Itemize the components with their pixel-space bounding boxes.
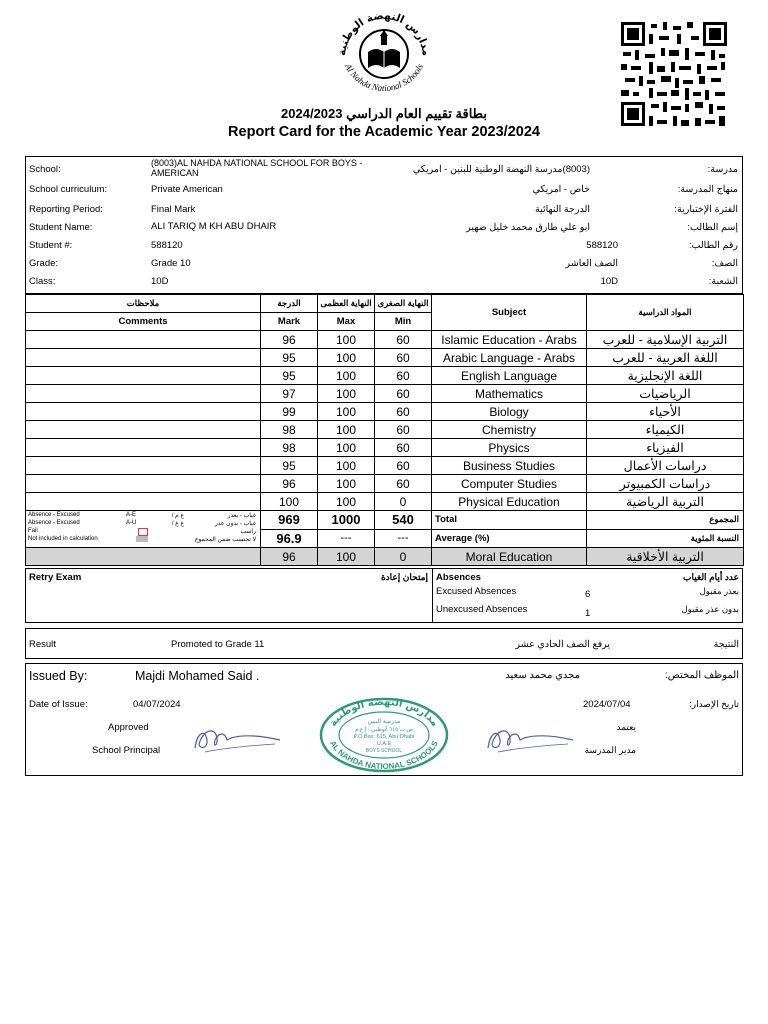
- student-name-value-ar: ابو علي طارق محمد خليل ضهير: [466, 222, 590, 233]
- comments-header: Comments: [26, 313, 261, 331]
- approved-label-ar: يعتمد: [616, 722, 636, 732]
- table-row: 99 100 60 Biology الأحياء: [26, 403, 744, 421]
- school-value-ar: (8003)مدرسة النهضة الوطنية للبنين - امريكي: [412, 164, 590, 175]
- result-box: [25, 628, 743, 659]
- class-label-ar: الشعبة:: [708, 276, 738, 287]
- not-included-swatch: [136, 536, 148, 542]
- excused-absences-label-ar: بعذر مقبول: [699, 586, 739, 596]
- average-max: ---: [318, 529, 375, 548]
- svg-text:U.A.E: U.A.E: [376, 741, 392, 747]
- student-name-value: ALI TARIQ M KH ABU DHAIR: [151, 221, 277, 232]
- period-label: Reporting Period:: [29, 204, 103, 215]
- absences-title-ar: عدد أيام الغياب: [683, 572, 739, 582]
- grade-label-ar: الصف:: [711, 258, 738, 269]
- class-value: 10D: [151, 276, 169, 287]
- subject-header: Subject: [432, 295, 587, 331]
- date-of-issue-label-ar: تاريخ الإصدار:: [689, 699, 739, 709]
- retry-label: Retry Exam: [29, 572, 82, 583]
- approved-label: Approved: [108, 722, 149, 733]
- table-row: 95 100 60 Arabic Language - Arabs اللغة العربية - للعرب: [26, 349, 744, 367]
- unexcused-absences-label-ar: بدون عذر مقبول: [681, 604, 739, 614]
- signature-right: [478, 718, 578, 758]
- total-label: Total: [432, 511, 587, 530]
- grade-value-ar: الصف العاشر: [565, 258, 618, 269]
- title-english: Report Card for the Academic Year 2023/2024: [228, 124, 540, 140]
- grades-table: [25, 294, 744, 566]
- student-number-label-ar: رقم الطالب:: [688, 240, 738, 251]
- absences-title: Absences: [436, 572, 481, 583]
- table-row: 100 100 0 Physical Education التربية الرياضية: [26, 493, 744, 511]
- table-row: 97 100 60 Mathematics الرياضيات: [26, 385, 744, 403]
- subject-header-ar: المواد الدراسية: [587, 295, 744, 331]
- curriculum-value-ar: خاص - امريكي: [532, 184, 590, 195]
- student-number-value: 588120: [151, 240, 183, 251]
- table-row: 98 100 60 Chemistry الكيمياء: [26, 421, 744, 439]
- result-value: Promoted to Grade 11: [171, 639, 265, 650]
- total-mark: 969: [261, 511, 318, 530]
- date-of-issue-value: 04/07/2024: [133, 699, 181, 710]
- moral-row: 96 100 0 Moral Education التربية الأخلاقية: [26, 548, 744, 566]
- result-label-ar: النتيجة: [713, 639, 739, 650]
- issued-by-name-ar: مجدي محمد سعيد: [505, 670, 580, 681]
- table-row: 96 100 60 Islamic Education - Arabs التربية الإسلامية - للعرب: [26, 331, 744, 349]
- min-header: Min: [375, 313, 432, 331]
- average-label-ar: النسبة المئوية: [587, 529, 744, 548]
- excused-absences-label: Excused Absences: [436, 586, 517, 597]
- mark-header: Mark: [261, 313, 318, 331]
- period-value: Final Mark: [151, 204, 196, 215]
- unexcused-absences-value: 1: [585, 608, 591, 619]
- title-arabic: بطاقة تقييم العام الدراسي 2024/2023: [281, 106, 487, 121]
- excused-absences-value: 6: [585, 589, 591, 600]
- student-name-label: Student Name:: [29, 222, 93, 233]
- table-row: 98 100 60 Physics الفيزياء: [26, 439, 744, 457]
- school-label: School:: [29, 164, 61, 175]
- max-header-ar: النهاية العظمى: [318, 295, 375, 313]
- class-value-ar: 10D: [600, 276, 618, 287]
- student-number-value-ar: 588120: [586, 240, 618, 251]
- average-label: Average (%): [432, 529, 587, 548]
- issued-by-label: Issued By:: [29, 669, 88, 683]
- table-row: 96 100 60 Computer Studies دراسات الكمبيوتر: [26, 475, 744, 493]
- date-of-issue-label: Date of Issue:: [29, 699, 88, 710]
- total-label-ar: المجموع: [587, 511, 744, 530]
- issued-by-label-ar: الموظف المختص:: [665, 670, 739, 681]
- school-label-ar: مدرسة:: [707, 164, 738, 175]
- signature-left: [185, 718, 285, 758]
- average-min: ---: [375, 529, 432, 548]
- result-value-ar: يرفع الصف الحادي عشر: [515, 639, 610, 650]
- curriculum-value: Private American: [151, 184, 223, 195]
- result-label: Result: [29, 639, 56, 650]
- principal-label: School Principal: [92, 745, 161, 756]
- total-max: 1000: [318, 511, 375, 530]
- grade-value: Grade 10: [151, 258, 191, 269]
- svg-text:مدارس النهضة الوطنية: مدارس النهضة الوطنية: [327, 697, 441, 729]
- max-header: Max: [318, 313, 375, 331]
- retry-label-ar: إمتحان إعادة: [380, 572, 428, 582]
- total-row: [26, 511, 744, 530]
- svg-text:مدرسة البنين: مدرسة البنين: [367, 719, 401, 725]
- school-stamp: [318, 697, 450, 773]
- student-number-label: Student #:: [29, 240, 73, 251]
- school-logo: [331, 4, 437, 104]
- mark-header-ar: الدرجة: [261, 295, 318, 313]
- table-row: 95 100 60 English Language اللغة الإنجليزية: [26, 367, 744, 385]
- period-label-ar: الفترة الإختبارية:: [674, 204, 738, 215]
- curriculum-label: School curriculum:: [29, 184, 108, 195]
- min-header-ar: النهاية الصغرى: [375, 295, 432, 313]
- average-mark: 96.9: [261, 529, 318, 548]
- issued-by-name: Majdi Mohamed Said .: [135, 669, 260, 683]
- svg-text:BOYS SCHOOL: BOYS SCHOOL: [365, 748, 403, 754]
- date-of-issue-value-ar: 2024/07/04: [583, 699, 631, 710]
- class-label: Class:: [29, 276, 56, 287]
- svg-text:P.O.Box: 615, Abu Dhabi: P.O.Box: 615, Abu Dhabi: [353, 734, 415, 740]
- logo-arabic: مدارس النهضة الوطنية: [335, 9, 433, 57]
- grade-label: Grade:: [29, 258, 59, 269]
- svg-text:ص.ب ٦١٥ أبوظبي - إ.ع.م: ص.ب ٦١٥ أبوظبي - إ.ع.م: [355, 727, 413, 733]
- retry-divider: [432, 568, 433, 623]
- school-value: (8003)AL NAHDA NATIONAL SCHOOL FOR BOYS - AMERICAN: [151, 158, 363, 178]
- unexcused-absences-label: Unexcused Absences: [436, 604, 528, 615]
- curriculum-label-ar: منهاج المدرسة:: [677, 184, 738, 195]
- student-name-label-ar: إسم الطالب:: [687, 222, 738, 233]
- legend-cell: Absence - Excused A-E غ م / غياب - بعذر Absence - Excused A-U غ غ / غياب - بدون عذر Fail راسب Not included in calculation لا تحتسب ضمن المجموع: [26, 511, 261, 548]
- fail-swatch: [138, 528, 148, 536]
- table-row: 95 100 60 Business Studies دراسات الأعمال: [26, 457, 744, 475]
- period-value-ar: الدرجة النهائية: [535, 204, 590, 215]
- principal-label-ar: مدير المدرسة: [584, 745, 636, 755]
- comments-header-ar: ملاحظات: [26, 295, 261, 313]
- logo-english: Al Nahda National Schools: [342, 61, 426, 94]
- total-min: 540: [375, 511, 432, 530]
- svg-text:AL NAHDA NATIONAL SCHOOLS: AL NAHDA NATIONAL SCHOOLS: [328, 739, 440, 772]
